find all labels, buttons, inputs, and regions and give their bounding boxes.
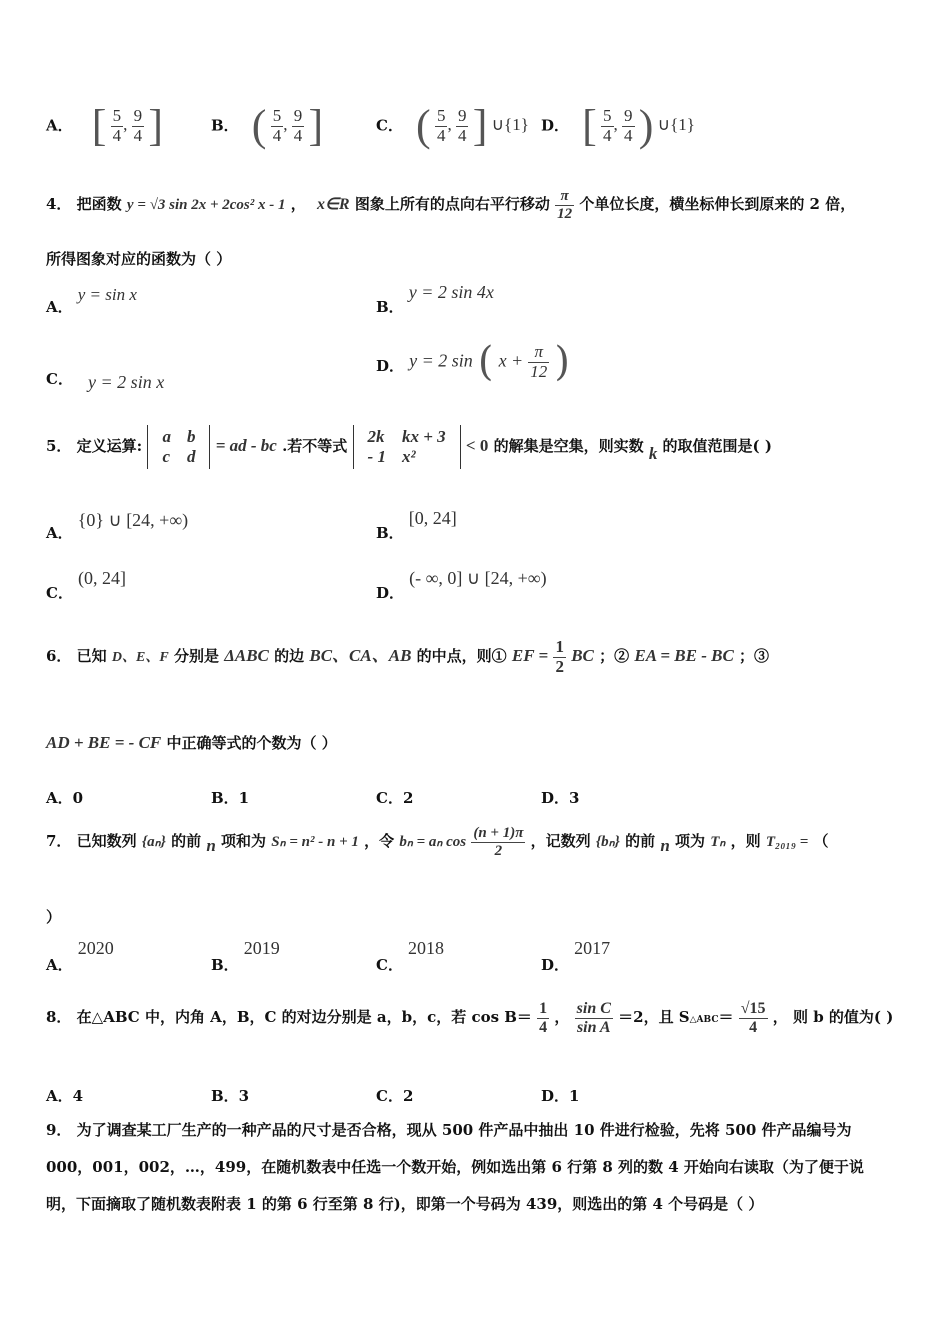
stem-text: ＝2，且 S bbox=[618, 1008, 690, 1027]
fraction-denominator: 4 bbox=[457, 125, 467, 145]
determinant-definition bbox=[147, 425, 210, 469]
option-label: C． bbox=[46, 584, 73, 602]
question-number: 5． bbox=[46, 437, 72, 455]
option-label: A． bbox=[46, 298, 73, 316]
stem-text: 项为 bbox=[675, 832, 706, 850]
stem-text: 的取值范围是( ) bbox=[662, 437, 772, 455]
q9-stem-line1 bbox=[46, 1119, 852, 1140]
q3-option-b[interactable]: B． ( $\frac{5}{4}$ , $\frac{9}{4}$ ] bbox=[211, 101, 324, 150]
q4-stem-line2: 所得图象对应的函数为（ ） bbox=[46, 250, 232, 268]
q5-stem bbox=[46, 425, 772, 469]
q3-option-d[interactable]: D． [ $\frac{5}{4}$ , $\frac{9}{4}$ ) ∪{1} bbox=[541, 101, 695, 150]
question-number: 7． bbox=[46, 832, 72, 850]
q7-option-d[interactable] bbox=[541, 938, 611, 974]
matrix-entry: - 1 bbox=[367, 447, 386, 466]
stem-text: 为了调查某工厂生产的一种产品的尺寸是否合格，现从 500 件产品中抽出 10 件进行检验，先将 500 件产品编号为 bbox=[76, 1121, 852, 1139]
q8-stem bbox=[46, 1000, 893, 1036]
set-union-suffix: ∪{1} bbox=[657, 114, 695, 134]
option-label: C． bbox=[376, 956, 403, 974]
q7-option-b[interactable] bbox=[211, 938, 280, 974]
option-formula: (0, 24] bbox=[78, 568, 127, 588]
variable-n: n bbox=[206, 836, 216, 855]
q5-option-a[interactable] bbox=[46, 510, 189, 542]
fraction-denominator: 4 bbox=[624, 125, 633, 145]
stem-text: .若不等式 bbox=[282, 437, 348, 455]
sides-formula: BC、CA、AB bbox=[309, 646, 412, 666]
stem-text: （ bbox=[813, 832, 829, 850]
stem-text: 的前 bbox=[171, 832, 202, 850]
question-number: 4． bbox=[46, 195, 72, 213]
stem-text: ， bbox=[554, 1008, 570, 1027]
fraction-numerator: 1 bbox=[555, 637, 564, 656]
stem-text: 的解集是空集，则实数 bbox=[493, 437, 644, 455]
option-label: A． bbox=[46, 116, 73, 135]
option-label: A． bbox=[46, 524, 73, 542]
matrix-entry: a bbox=[162, 427, 171, 446]
stem-text: ， bbox=[290, 195, 306, 213]
stem-text: 的中点，则① bbox=[416, 647, 507, 666]
option-label: B． bbox=[211, 956, 239, 974]
equation-1: BC bbox=[571, 646, 594, 666]
definition-formula: = ad - bc bbox=[215, 436, 277, 455]
stem-text: 项和为 bbox=[221, 832, 267, 850]
stem-text: 图象上所有的点向右平行移动 bbox=[354, 195, 550, 213]
option-formula: (- ∞, 0] ∪ [24, +∞) bbox=[409, 568, 547, 588]
fraction-denominator: 12 bbox=[557, 205, 573, 222]
q4-option-c[interactable] bbox=[46, 368, 165, 392]
t2019-formula: T₂₀₁₉ = bbox=[765, 834, 809, 850]
fraction-denominator: 4 bbox=[603, 125, 612, 145]
stem-text: ， 则 b 的值为( ) bbox=[772, 1008, 894, 1027]
q8-option-a[interactable]: A．4 bbox=[46, 1087, 84, 1105]
matrix-entry: c bbox=[162, 447, 170, 466]
stem-text: 已知 bbox=[76, 647, 107, 666]
stem-text: 在△ABC 中，内角 A，B，C 的对边分别是 a，b，c，若 cos B＝ bbox=[76, 1008, 532, 1027]
q4-option-d[interactable]: D． y = 2 sin ( x + $\frac{\pi}{12}$ ) bbox=[376, 339, 570, 385]
points-formula: D、E、F bbox=[111, 650, 169, 666]
bn-formula: bₙ = aₙ cos bbox=[399, 834, 467, 850]
option-formula: x + bbox=[498, 350, 524, 371]
matrix-entry: kx + 3 bbox=[401, 427, 446, 446]
option-label: D． bbox=[376, 584, 405, 602]
fraction-denominator: 2 bbox=[555, 656, 564, 676]
stem-text: ，记数列 bbox=[530, 832, 591, 850]
fraction-numerator: 9 bbox=[624, 105, 633, 125]
q7-option-a[interactable] bbox=[46, 938, 114, 974]
q7-stem-close: ） bbox=[46, 908, 62, 926]
option-label: B． bbox=[211, 116, 239, 135]
equation-1: EF = bbox=[511, 646, 549, 666]
fraction-denominator: 2 bbox=[494, 842, 503, 859]
tn-formula: Tₙ bbox=[710, 834, 726, 850]
question-number: 8． bbox=[46, 1008, 72, 1027]
q9-stem-line3: 明，下面摘取了随机数表附表 1 的第 6 行至第 8 行)，即第一个号码为 439，则选出的第 4 个号码是（ ） bbox=[46, 1195, 764, 1213]
stem-text: 个单位长度，横坐标伸长到原来的 2 倍， bbox=[579, 195, 856, 213]
q5-option-d[interactable] bbox=[376, 568, 547, 602]
option-formula: y = sin x bbox=[77, 285, 137, 304]
option-label: B． bbox=[376, 298, 404, 316]
sequence-b: {bₙ} bbox=[595, 834, 620, 850]
fraction-numerator: √15 bbox=[740, 1000, 766, 1017]
question-number: 9． bbox=[46, 1121, 72, 1139]
stem-text: ；② bbox=[599, 647, 630, 666]
q4-option-b[interactable] bbox=[376, 282, 494, 316]
matrix-entry: d bbox=[186, 447, 196, 466]
option-formula: y = 2 sin bbox=[409, 350, 473, 371]
fraction-numerator: 5 bbox=[436, 105, 446, 125]
fraction-denominator: 4 bbox=[436, 125, 446, 145]
fraction-denominator: 12 bbox=[530, 361, 548, 381]
fraction-denominator: sin A bbox=[576, 1018, 611, 1036]
stem-text: ，令 bbox=[364, 832, 395, 850]
domain-formula: x∈R bbox=[316, 196, 350, 213]
fraction-numerator: 1 bbox=[539, 1000, 548, 1017]
option-label: C． bbox=[376, 116, 403, 135]
fraction-numerator: 9 bbox=[133, 105, 143, 125]
q8-option-b[interactable]: B．3 bbox=[211, 1087, 250, 1105]
fraction-numerator: π bbox=[555, 188, 574, 206]
fraction-numerator: 9 bbox=[457, 105, 467, 125]
q8-option-d[interactable]: D．1 bbox=[541, 1087, 580, 1105]
fraction-numerator: sin C bbox=[576, 1000, 611, 1017]
fraction-numerator: 9 bbox=[293, 105, 303, 125]
option-formula: [0, 24] bbox=[408, 508, 457, 528]
stem-text: 中正确等式的个数为（ ） bbox=[166, 734, 337, 752]
fraction-numerator: 5 bbox=[112, 105, 122, 125]
triangle-formula: ΔABC bbox=[224, 646, 269, 666]
equation-3: AD + BE = - CF bbox=[46, 733, 162, 752]
fraction-numerator: 5 bbox=[603, 105, 612, 125]
function-formula: y = √3 sin 2x + 2cos² x - 1 bbox=[126, 197, 286, 213]
q6-option-b[interactable]: B．1 bbox=[211, 789, 250, 807]
fraction-numerator: (n + 1)π bbox=[473, 825, 524, 841]
q3-option-c[interactable]: C． ( $\frac{5}{4}$ , $\frac{9}{4}$ ] ∪{1} bbox=[376, 101, 529, 150]
q6-stem bbox=[46, 638, 769, 676]
q7-option-c[interactable] bbox=[376, 938, 445, 974]
inequality-sign: < 0 bbox=[465, 436, 489, 455]
q6-option-d[interactable]: D．3 bbox=[541, 789, 580, 807]
option-formula: y = 2 sin 4x bbox=[408, 282, 494, 302]
option-label: A． bbox=[46, 956, 73, 974]
option-value: 2020 bbox=[77, 938, 114, 958]
determinant-inequality bbox=[353, 425, 461, 469]
q6-stem-line2 bbox=[46, 732, 337, 753]
fraction-denominator: 4 bbox=[749, 1018, 758, 1036]
option-formula: {0} ∪ [24, +∞) bbox=[77, 510, 189, 530]
option-value: 2019 bbox=[243, 938, 280, 958]
stem-text: 分别是 bbox=[173, 647, 219, 666]
set-union-suffix: ∪{1} bbox=[491, 114, 529, 134]
q8-option-c[interactable]: C．2 bbox=[376, 1087, 414, 1105]
stem-text: 把函数 bbox=[76, 195, 122, 213]
equation-2: EA = BE - BC bbox=[634, 646, 734, 666]
matrix-entry: b bbox=[186, 427, 196, 446]
q4-stem bbox=[46, 188, 855, 222]
option-label: C． bbox=[46, 370, 73, 388]
stem-text: 的边 bbox=[274, 647, 305, 666]
q3-option-a[interactable]: A． [ $\frac{5}{4}$ , $\frac{9}{4}$ ] bbox=[46, 101, 164, 150]
variable-n: n bbox=[660, 836, 670, 855]
question-number: 6． bbox=[46, 647, 72, 666]
matrix-entry: x² bbox=[401, 447, 416, 466]
option-value: 2018 bbox=[408, 938, 445, 958]
subscript: △ABC bbox=[689, 1015, 719, 1026]
option-value: 2017 bbox=[574, 938, 611, 958]
stem-text: 的前 bbox=[625, 832, 656, 850]
fraction-denominator: 4 bbox=[539, 1018, 548, 1036]
fraction-denominator: 4 bbox=[112, 125, 122, 145]
option-formula: y = 2 sin x bbox=[88, 372, 165, 392]
option-label: B． bbox=[376, 524, 404, 542]
fraction-numerator: 5 bbox=[272, 105, 282, 125]
sum-formula: Sₙ = n² - n + 1 bbox=[271, 834, 359, 850]
option-label: D． bbox=[541, 116, 570, 135]
variable-k: k bbox=[648, 444, 658, 463]
fraction-denominator: 4 bbox=[272, 125, 282, 145]
q4-option-a[interactable] bbox=[46, 284, 137, 316]
sequence-a: {aₙ} bbox=[141, 834, 166, 850]
stem-text: ；③ bbox=[739, 647, 770, 666]
q9-stem-line2: 000，001，002，…，499，在随机数表中任选一个数开始，例如选出第 6 行第 8 列的数 4 开始向右读取（为了便于说 bbox=[46, 1158, 864, 1176]
q5-option-c[interactable] bbox=[46, 568, 127, 602]
option-label: D． bbox=[376, 356, 405, 375]
stem-text: ＝ bbox=[718, 1008, 734, 1027]
fraction-denominator: 4 bbox=[133, 125, 143, 145]
q5-option-b[interactable] bbox=[376, 508, 457, 542]
stem-text: 定义运算: bbox=[76, 437, 143, 455]
stem-text: 已知数列 bbox=[76, 832, 137, 850]
matrix-entry: 2k bbox=[367, 427, 385, 446]
stem-text: ，则 bbox=[730, 832, 761, 850]
option-label: D． bbox=[541, 956, 570, 974]
fraction-numerator: π bbox=[528, 343, 549, 363]
q7-stem bbox=[46, 825, 829, 859]
q6-option-a[interactable]: A．0 bbox=[46, 789, 84, 807]
fraction-denominator: 4 bbox=[293, 125, 303, 145]
q6-option-c[interactable]: C．2 bbox=[376, 789, 414, 807]
